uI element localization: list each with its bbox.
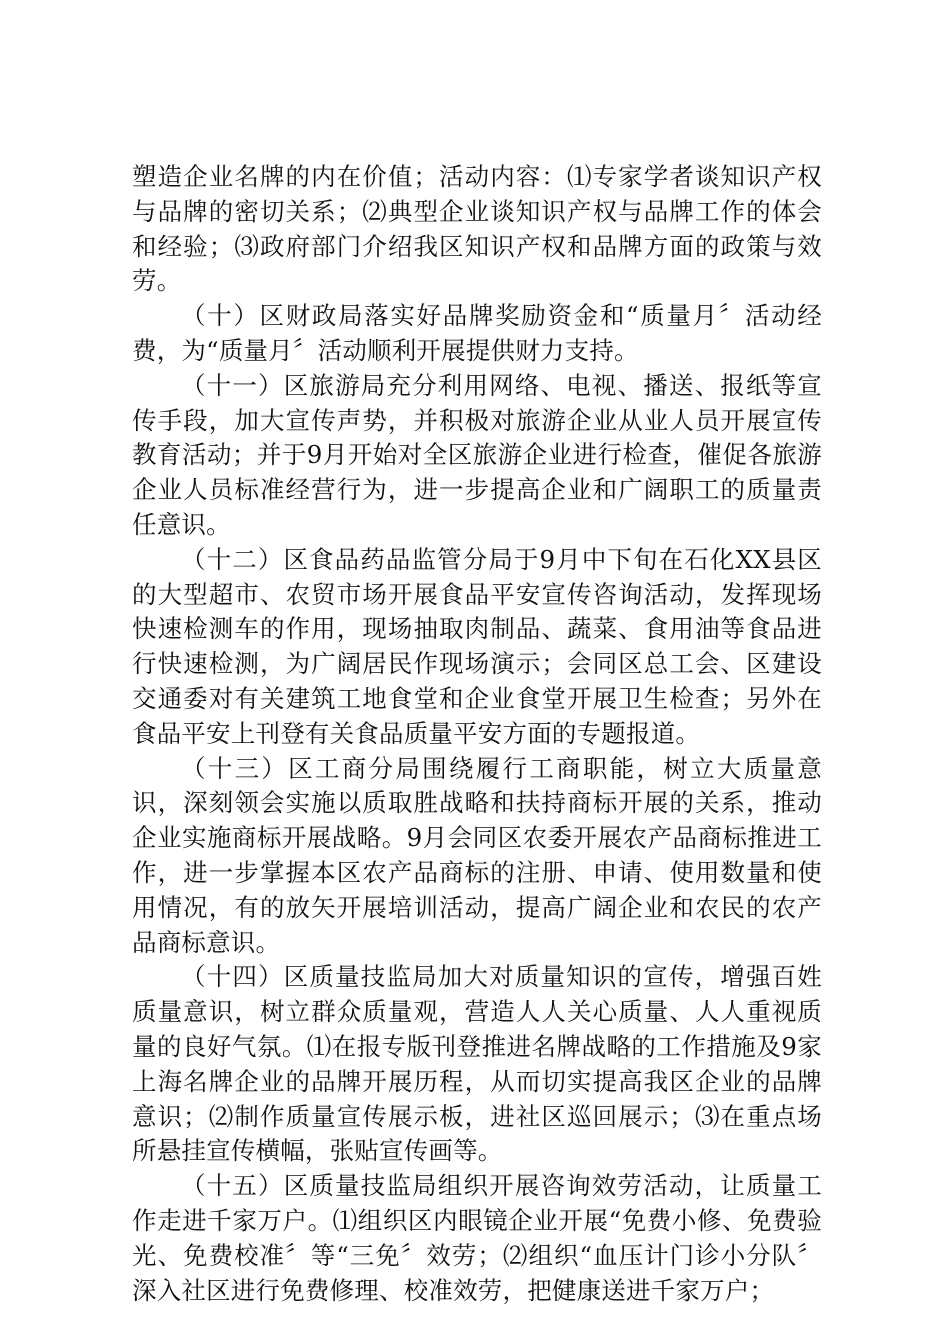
paragraph-1: 塑造企业名牌的内在价值；活动内容：⑴专家学者谈知识产权与品牌的密切关系；⑵典型企业谈知识产权与品牌工作的体会和经验；⑶政府部门介绍我区知识产权和品牌方面的政策与效劳。 <box>132 162 822 296</box>
document-body <box>132 160 822 1308</box>
paragraph-2: （十）区财政局落实好品牌奖励资金和“质量月〞活动经费，为“质量月〞活动顺利开展提供财力支持。 <box>132 301 822 365</box>
paragraph-7: （十五）区质量技监局组织开展咨询效劳活动，让质量工作走进千家万户。⑴组织区内眼镜企业开展“免费小修、免费验光、免费校准〞等“三免〞效劳；⑵组织“血压计门诊小分队〞深入社区进行免费修理、校准效劳，把健康送进千家万户； <box>132 1171 822 1305</box>
paragraph-6: （十四）区质量技监局加大对质量知识的宣传，增强百姓质量意识，树立群众质量观，营造人人关心质量、人人重视质量的良好气氛。⑴在报专版刊登推进名牌战略的工作措施及9家上海名牌企业的品牌开展历程，从而切实提高我区企业的品牌意识；⑵制作质量宣传展示板，进社区巡回展示；⑶在重点场所悬挂宣传横幅，张贴宣传画等。 <box>132 962 822 1166</box>
paragraph-4: （十二）区食品药品监管分局于9月中下旬在石化XX县区的大型超市、农贸市场开展食品平安宣传咨询活动，发挥现场快速检测车的作用，现场抽取肉制品、蔬菜、食用油等食品进行快速检测，为广阔居民作现场演示；会同区总工会、区建设交通委对有关建筑工地食堂和企业食堂开展卫生检查；另外在食品平安上刊登有关食品质量平安方面的专题报道。 <box>132 544 822 748</box>
paragraph-3: （十一）区旅游局充分利用网络、电视、播送、报纸等宣传手段，加大宣传声势，并积极对旅游企业从业人员开展宣传教育活动；并于9月开始对全区旅游企业进行检查，催促各旅游企业人员标准经营行为，进一步提高企业和广阔职工的质量责任意识。 <box>132 370 822 539</box>
paragraph-5: （十三）区工商分局围绕履行工商职能，树立大质量意识，深刻领会实施以质取胜战略和扶持商标开展的关系，推动企业实施商标开展战略。9月会同区农委开展农产品商标推进工作，进一步掌握本区农产品商标的注册、申请、使用数量和使用情况，有的放矢开展培训活动，提高广阔企业和农民的农产品商标意识。 <box>132 753 822 957</box>
